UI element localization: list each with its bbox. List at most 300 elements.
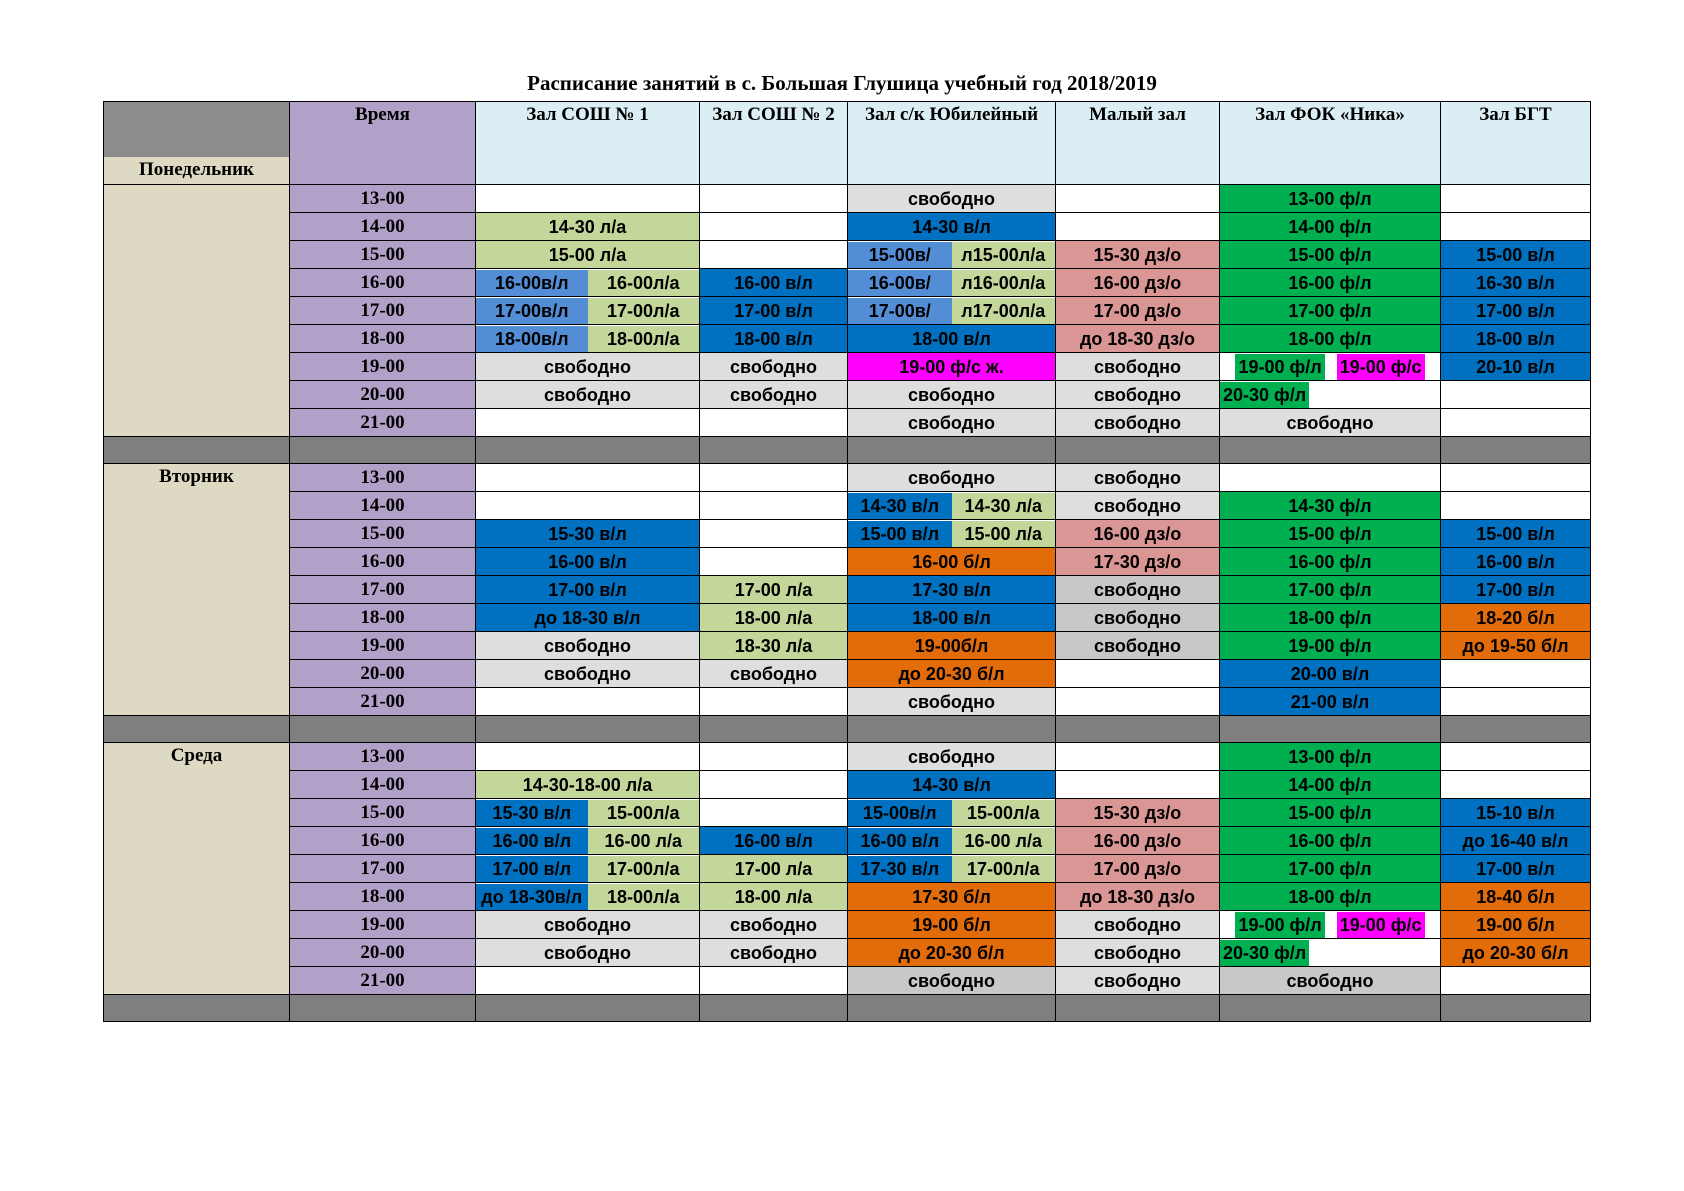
session-entry: свободно bbox=[543, 942, 631, 963]
session-entry: 15-30 в/л bbox=[476, 800, 588, 826]
schedule-row bbox=[104, 520, 1591, 548]
session-entry: до 16-40 в/л bbox=[1462, 830, 1569, 851]
session-entry: 19-00 ф/с bbox=[1337, 354, 1425, 380]
session-entry: 16-00в/л bbox=[476, 270, 588, 296]
session-entry: 19-00 ф/с bbox=[1337, 912, 1425, 938]
schedule-cell bbox=[1441, 492, 1591, 520]
schedule-cell bbox=[700, 827, 848, 855]
session-entry: до 18-30 дз/о bbox=[1079, 886, 1196, 907]
schedule-cell bbox=[476, 381, 700, 409]
session-entry: свободно bbox=[1286, 970, 1374, 991]
session-entry: до 18-30в/л bbox=[476, 884, 588, 910]
separator-cell bbox=[848, 437, 1056, 464]
schedule-cell bbox=[700, 883, 848, 911]
separator-cell bbox=[848, 995, 1056, 1022]
separator-cell bbox=[700, 437, 848, 464]
separator-cell bbox=[290, 995, 476, 1022]
schedule-cell bbox=[1220, 381, 1441, 409]
schedule-cell bbox=[848, 185, 1056, 213]
schedule-row bbox=[104, 492, 1591, 520]
split-cell bbox=[848, 827, 1055, 854]
session-entry: 15-00 л/а bbox=[952, 521, 1056, 547]
schedule-cell bbox=[1220, 297, 1441, 325]
schedule-cell bbox=[848, 409, 1056, 437]
separator-cell bbox=[1220, 716, 1441, 743]
schedule-cell bbox=[1441, 185, 1591, 213]
session-entry: 20-30 ф/л bbox=[1220, 940, 1309, 966]
schedule-cell bbox=[1220, 353, 1441, 381]
schedule-cell bbox=[1441, 464, 1591, 492]
time-cell: 13-00 bbox=[290, 464, 476, 492]
time-cell: 16-00 bbox=[290, 269, 476, 297]
session-entry: 18-40 б/л bbox=[1476, 886, 1555, 907]
schedule-cell bbox=[848, 353, 1056, 381]
schedule-cell bbox=[848, 548, 1056, 576]
schedule-cell bbox=[700, 353, 848, 381]
session-entry: 19-00 ф/л bbox=[1235, 354, 1324, 380]
session-entry: 18-00 в/л bbox=[912, 328, 991, 349]
schedule-cell bbox=[476, 409, 700, 437]
schedule-cell bbox=[700, 241, 848, 269]
split-cell bbox=[848, 241, 1055, 268]
schedule-row bbox=[104, 297, 1591, 325]
session-entry: 17-00 в/л bbox=[1476, 579, 1555, 600]
session-entry: свободно bbox=[907, 691, 995, 712]
session-entry: 17-00 л/а bbox=[734, 858, 813, 879]
schedule-cell bbox=[700, 492, 848, 520]
schedule-cell bbox=[1056, 799, 1220, 827]
page-title: Расписание занятий в с. Большая Глушица учебный год 2018/2019 bbox=[527, 71, 1157, 95]
session-entry: 14-00 ф/л bbox=[1288, 216, 1372, 237]
schedule-cell bbox=[848, 660, 1056, 688]
separator-cell bbox=[104, 437, 290, 464]
schedule-cell bbox=[1056, 576, 1220, 604]
session-entry: 19-00 ф/л bbox=[1288, 635, 1372, 656]
schedule-cell bbox=[848, 464, 1056, 492]
schedule-cell bbox=[1056, 827, 1220, 855]
session-entry: свободно bbox=[543, 635, 631, 656]
session-entry: 14-30 л/а bbox=[548, 216, 627, 237]
split-cell bbox=[848, 492, 1055, 519]
session-entry: 18-00л/а bbox=[588, 884, 700, 910]
schedule-cell bbox=[1220, 213, 1441, 241]
schedule-table bbox=[103, 101, 1591, 1022]
schedule-row bbox=[104, 353, 1591, 381]
session-entry: 14-30 в/л bbox=[912, 774, 991, 795]
schedule-cell bbox=[1056, 353, 1220, 381]
session-entry: 17-00л/а bbox=[588, 298, 700, 324]
session-entry: свободно bbox=[729, 384, 817, 405]
schedule-cell bbox=[1056, 185, 1220, 213]
session-entry: свободно bbox=[1093, 412, 1181, 433]
session-entry: 17-30 б/л bbox=[912, 886, 991, 907]
schedule-cell bbox=[476, 464, 700, 492]
session-entry: 17-00в/л bbox=[476, 298, 588, 324]
schedule-cell bbox=[1220, 269, 1441, 297]
split-cell bbox=[476, 855, 699, 882]
schedule-cell bbox=[700, 520, 848, 548]
time-cell: 15-00 bbox=[290, 799, 476, 827]
schedule-cell bbox=[1056, 660, 1220, 688]
session-entry: 13-00 ф/л bbox=[1288, 746, 1372, 767]
session-entry: 16-00 дз/о bbox=[1093, 272, 1182, 293]
schedule-cell bbox=[476, 353, 700, 381]
schedule-cell bbox=[1220, 799, 1441, 827]
session-entry: 14-30 ф/л bbox=[1288, 495, 1372, 516]
header-row bbox=[104, 102, 1591, 158]
session-entry: 16-00 дз/о bbox=[1093, 523, 1182, 544]
session-entry: 15-00в/л bbox=[848, 800, 952, 826]
time-cell: 21-00 bbox=[290, 967, 476, 995]
session-entry: 17-00 в/л bbox=[548, 579, 627, 600]
split-cell bbox=[848, 855, 1055, 882]
split-cell bbox=[476, 269, 699, 296]
schedule-cell bbox=[700, 297, 848, 325]
col-header-hall1: Зал СОШ № 1 bbox=[476, 102, 700, 185]
split-cell bbox=[1220, 911, 1440, 938]
schedule-cell bbox=[1220, 688, 1441, 716]
schedule-cell bbox=[476, 269, 700, 297]
schedule-cell bbox=[1441, 911, 1591, 939]
schedule-cell bbox=[700, 771, 848, 799]
split-cell bbox=[476, 883, 699, 910]
split-cell bbox=[476, 325, 699, 352]
separator-cell bbox=[476, 716, 700, 743]
session-entry: 14-30 в/л bbox=[912, 216, 991, 237]
session-entry: 18-00 л/а bbox=[734, 886, 813, 907]
separator-cell bbox=[476, 995, 700, 1022]
schedule-cell bbox=[476, 548, 700, 576]
schedule-cell bbox=[476, 967, 700, 995]
schedule-cell bbox=[1441, 353, 1591, 381]
session-entry: 13-00 ф/л bbox=[1288, 188, 1372, 209]
schedule-cell bbox=[1220, 939, 1441, 967]
schedule-cell bbox=[848, 771, 1056, 799]
schedule-cell bbox=[476, 688, 700, 716]
split-cell bbox=[476, 297, 699, 324]
session-entry: до 20-30 б/л bbox=[1462, 942, 1569, 963]
time-cell: 17-00 bbox=[290, 576, 476, 604]
col-header-hall3: Зал с/к Юбилейный bbox=[848, 102, 1056, 185]
schedule-cell bbox=[1220, 827, 1441, 855]
session-entry: свободно bbox=[543, 384, 631, 405]
schedule-cell bbox=[1220, 548, 1441, 576]
schedule-cell bbox=[1056, 492, 1220, 520]
session-entry: 18-00в/л bbox=[476, 326, 588, 352]
schedule-row bbox=[104, 548, 1591, 576]
schedule-cell bbox=[476, 827, 700, 855]
session-entry: 16-00 в/л bbox=[476, 828, 588, 854]
schedule-cell bbox=[1056, 241, 1220, 269]
schedule-cell bbox=[1441, 660, 1591, 688]
separator-cell bbox=[1441, 995, 1591, 1022]
time-cell: 16-00 bbox=[290, 548, 476, 576]
separator-cell bbox=[1441, 716, 1591, 743]
col-header-hall2: Зал СОШ № 2 bbox=[700, 102, 848, 185]
session-entry: 16-00 дз/о bbox=[1093, 830, 1182, 851]
schedule-cell bbox=[476, 213, 700, 241]
session-entry: 17-00 ф/л bbox=[1288, 300, 1372, 321]
session-entry: 18-00 л/а bbox=[734, 607, 813, 628]
session-entry: свободно bbox=[1093, 635, 1181, 656]
schedule-cell bbox=[1441, 325, 1591, 353]
schedule-cell bbox=[476, 492, 700, 520]
schedule-cell bbox=[1441, 213, 1591, 241]
session-entry: 15-00 ф/л bbox=[1288, 244, 1372, 265]
schedule-cell bbox=[700, 939, 848, 967]
session-entry: свободно bbox=[907, 188, 995, 209]
session-entry: 17-00 в/л bbox=[476, 856, 588, 882]
schedule-cell bbox=[700, 632, 848, 660]
schedule-cell bbox=[700, 409, 848, 437]
split-cell bbox=[476, 799, 699, 826]
schedule-cell bbox=[1441, 297, 1591, 325]
session-entry: 15-30 дз/о bbox=[1093, 802, 1182, 823]
schedule-row bbox=[104, 883, 1591, 911]
schedule-cell bbox=[1220, 911, 1441, 939]
schedule-row bbox=[104, 464, 1591, 492]
schedule-cell bbox=[848, 632, 1056, 660]
session-entry: свободно bbox=[729, 663, 817, 684]
session-entry: 17-00 в/л bbox=[1476, 858, 1555, 879]
schedule-cell bbox=[848, 911, 1056, 939]
session-entry: свободно bbox=[907, 467, 995, 488]
separator-cell bbox=[700, 716, 848, 743]
schedule-cell bbox=[1056, 855, 1220, 883]
schedule-cell bbox=[476, 660, 700, 688]
schedule-cell bbox=[848, 213, 1056, 241]
schedule-cell bbox=[1441, 632, 1591, 660]
schedule-cell bbox=[700, 688, 848, 716]
schedule-cell bbox=[1056, 939, 1220, 967]
day-column-cell bbox=[104, 185, 290, 437]
session-entry: 19-00 б/л bbox=[1476, 914, 1555, 935]
schedule-cell bbox=[700, 855, 848, 883]
session-entry: л17-00л/а bbox=[952, 298, 1056, 324]
schedule-cell bbox=[848, 381, 1056, 409]
session-entry: свободно bbox=[907, 384, 995, 405]
time-cell: 18-00 bbox=[290, 604, 476, 632]
col-header-time: Время bbox=[290, 102, 476, 185]
schedule-cell bbox=[1056, 381, 1220, 409]
col-header-hall4: Малый зал bbox=[1056, 102, 1220, 185]
session-entry: 16-00 в/л bbox=[848, 828, 952, 854]
schedule-row bbox=[104, 381, 1591, 409]
split-cell bbox=[848, 269, 1055, 296]
schedule-cell bbox=[700, 660, 848, 688]
split-cell bbox=[1220, 353, 1440, 380]
time-cell: 15-00 bbox=[290, 241, 476, 269]
session-entry: свободно bbox=[907, 970, 995, 991]
schedule-row bbox=[104, 269, 1591, 297]
schedule-cell bbox=[1056, 604, 1220, 632]
schedule-cell bbox=[1441, 799, 1591, 827]
schedule-cell bbox=[1056, 409, 1220, 437]
schedule-cell bbox=[1441, 771, 1591, 799]
split-cell bbox=[1220, 939, 1440, 966]
separator-cell bbox=[290, 437, 476, 464]
schedule-cell bbox=[1220, 660, 1441, 688]
session-entry: 15-00 в/л bbox=[1476, 244, 1555, 265]
schedule-cell bbox=[700, 213, 848, 241]
session-entry: свободно bbox=[729, 914, 817, 935]
separator-cell bbox=[476, 437, 700, 464]
schedule-cell bbox=[476, 883, 700, 911]
schedule-cell bbox=[1056, 213, 1220, 241]
schedule-row bbox=[104, 632, 1591, 660]
schedule-row bbox=[104, 855, 1591, 883]
schedule-cell bbox=[1056, 743, 1220, 771]
schedule-cell bbox=[700, 799, 848, 827]
session-entry: 17-00 дз/о bbox=[1093, 858, 1182, 879]
schedule-row bbox=[104, 743, 1591, 771]
schedule-cell bbox=[1441, 241, 1591, 269]
schedule-cell bbox=[1056, 297, 1220, 325]
session-entry: 15-00л/а bbox=[952, 800, 1056, 826]
schedule-cell bbox=[700, 604, 848, 632]
schedule-cell bbox=[1220, 632, 1441, 660]
schedule-cell bbox=[848, 827, 1056, 855]
schedule-cell bbox=[700, 325, 848, 353]
schedule-cell bbox=[848, 520, 1056, 548]
separator-cell bbox=[848, 716, 1056, 743]
schedule-cell bbox=[1220, 492, 1441, 520]
schedule-cell bbox=[700, 576, 848, 604]
day-label-wed: Среда bbox=[104, 743, 290, 995]
session-entry: 15-10 в/л bbox=[1476, 802, 1555, 823]
split-cell bbox=[848, 297, 1055, 324]
separator-cell bbox=[1441, 437, 1591, 464]
session-entry: свободно bbox=[729, 356, 817, 377]
separator-cell bbox=[104, 716, 290, 743]
schedule-cell bbox=[1056, 883, 1220, 911]
session-entry: 18-00 ф/л bbox=[1288, 607, 1372, 628]
session-entry: 18-00 в/л bbox=[912, 607, 991, 628]
schedule-cell bbox=[700, 464, 848, 492]
schedule-cell bbox=[1056, 688, 1220, 716]
session-entry: свободно bbox=[1093, 356, 1181, 377]
session-entry: свободно bbox=[1093, 914, 1181, 935]
schedule-cell bbox=[1441, 967, 1591, 995]
schedule-cell bbox=[476, 743, 700, 771]
session-entry: л15-00л/а bbox=[952, 242, 1056, 268]
schedule-cell bbox=[1220, 464, 1441, 492]
session-entry: свободно bbox=[543, 663, 631, 684]
schedule-cell bbox=[1056, 325, 1220, 353]
session-entry: свободно bbox=[1093, 384, 1181, 405]
session-entry: 17-00л/а bbox=[952, 856, 1056, 882]
session-entry: 15-30 в/л bbox=[548, 523, 627, 544]
schedule-cell bbox=[476, 520, 700, 548]
session-entry: 17-00 в/л bbox=[734, 300, 813, 321]
separator-cell bbox=[1220, 437, 1441, 464]
schedule-cell bbox=[700, 911, 848, 939]
time-cell: 19-00 bbox=[290, 632, 476, 660]
session-entry: до 18-30 дз/о bbox=[1079, 328, 1196, 349]
separator-cell bbox=[1220, 995, 1441, 1022]
time-cell: 14-00 bbox=[290, 771, 476, 799]
day-separator-row bbox=[104, 437, 1591, 464]
schedule-cell bbox=[476, 185, 700, 213]
session-entry: 19-00 ф/с ж. bbox=[899, 356, 1004, 377]
session-entry: 15-30 дз/о bbox=[1093, 244, 1182, 265]
session-entry: свободно bbox=[907, 412, 995, 433]
schedule-row bbox=[104, 409, 1591, 437]
session-entry: свободно bbox=[543, 914, 631, 935]
session-entry: 17-30 дз/о bbox=[1093, 551, 1182, 572]
session-entry: свободно bbox=[1093, 942, 1181, 963]
schedule-cell bbox=[1220, 883, 1441, 911]
time-cell: 18-00 bbox=[290, 325, 476, 353]
session-entry: свободно bbox=[543, 356, 631, 377]
session-entry: 17-30 в/л bbox=[912, 579, 991, 600]
schedule-row bbox=[104, 660, 1591, 688]
session-entry: 19-00 б/л bbox=[912, 914, 991, 935]
schedule-cell bbox=[1220, 325, 1441, 353]
schedule-cell bbox=[700, 381, 848, 409]
schedule-cell bbox=[1441, 688, 1591, 716]
session-entry: свободно bbox=[907, 746, 995, 767]
session-entry: 16-00 в/л bbox=[734, 272, 813, 293]
schedule-row bbox=[104, 967, 1591, 995]
schedule-cell bbox=[1220, 743, 1441, 771]
schedule-cell bbox=[1056, 632, 1220, 660]
schedule-cell bbox=[1220, 576, 1441, 604]
session-entry: 18-00л/а bbox=[588, 326, 700, 352]
schedule-cell bbox=[848, 241, 1056, 269]
session-entry: 16-00 л/а bbox=[952, 828, 1056, 854]
schedule-cell bbox=[476, 855, 700, 883]
schedule-cell bbox=[1220, 771, 1441, 799]
time-cell: 14-00 bbox=[290, 492, 476, 520]
session-entry: 16-00 ф/л bbox=[1288, 830, 1372, 851]
schedule-cell bbox=[1441, 939, 1591, 967]
schedule-cell bbox=[1441, 520, 1591, 548]
schedule-cell bbox=[848, 576, 1056, 604]
time-cell: 16-00 bbox=[290, 827, 476, 855]
session-entry: 18-30 л/а bbox=[734, 635, 813, 656]
session-entry: до 18-30 в/л bbox=[534, 607, 641, 628]
session-entry: 15-00 ф/л bbox=[1288, 802, 1372, 823]
schedule-cell bbox=[700, 185, 848, 213]
session-entry: 18-20 б/л bbox=[1476, 607, 1555, 628]
session-entry: свободно bbox=[1286, 412, 1374, 433]
schedule-cell bbox=[1441, 548, 1591, 576]
schedule-cell bbox=[476, 799, 700, 827]
day-label-mon: Понедельник bbox=[104, 157, 290, 185]
schedule-row bbox=[104, 799, 1591, 827]
session-entry: 14-00 ф/л bbox=[1288, 774, 1372, 795]
schedule-cell bbox=[848, 297, 1056, 325]
session-entry: свободно bbox=[1093, 970, 1181, 991]
schedule-row bbox=[104, 241, 1591, 269]
separator-cell bbox=[104, 995, 290, 1022]
session-entry: 17-00 ф/л bbox=[1288, 858, 1372, 879]
schedule-row bbox=[104, 911, 1591, 939]
schedule-cell bbox=[1056, 548, 1220, 576]
schedule-cell bbox=[1441, 381, 1591, 409]
schedule-cell bbox=[476, 576, 700, 604]
schedule-cell bbox=[700, 548, 848, 576]
session-entry: 16-00 л/а bbox=[588, 828, 700, 854]
schedule-cell bbox=[848, 269, 1056, 297]
schedule-cell bbox=[476, 771, 700, 799]
schedule-cell bbox=[1441, 827, 1591, 855]
schedule-cell bbox=[1441, 604, 1591, 632]
schedule-cell bbox=[476, 939, 700, 967]
session-entry: до 20-30 б/л bbox=[898, 663, 1005, 684]
schedule-cell bbox=[1220, 520, 1441, 548]
